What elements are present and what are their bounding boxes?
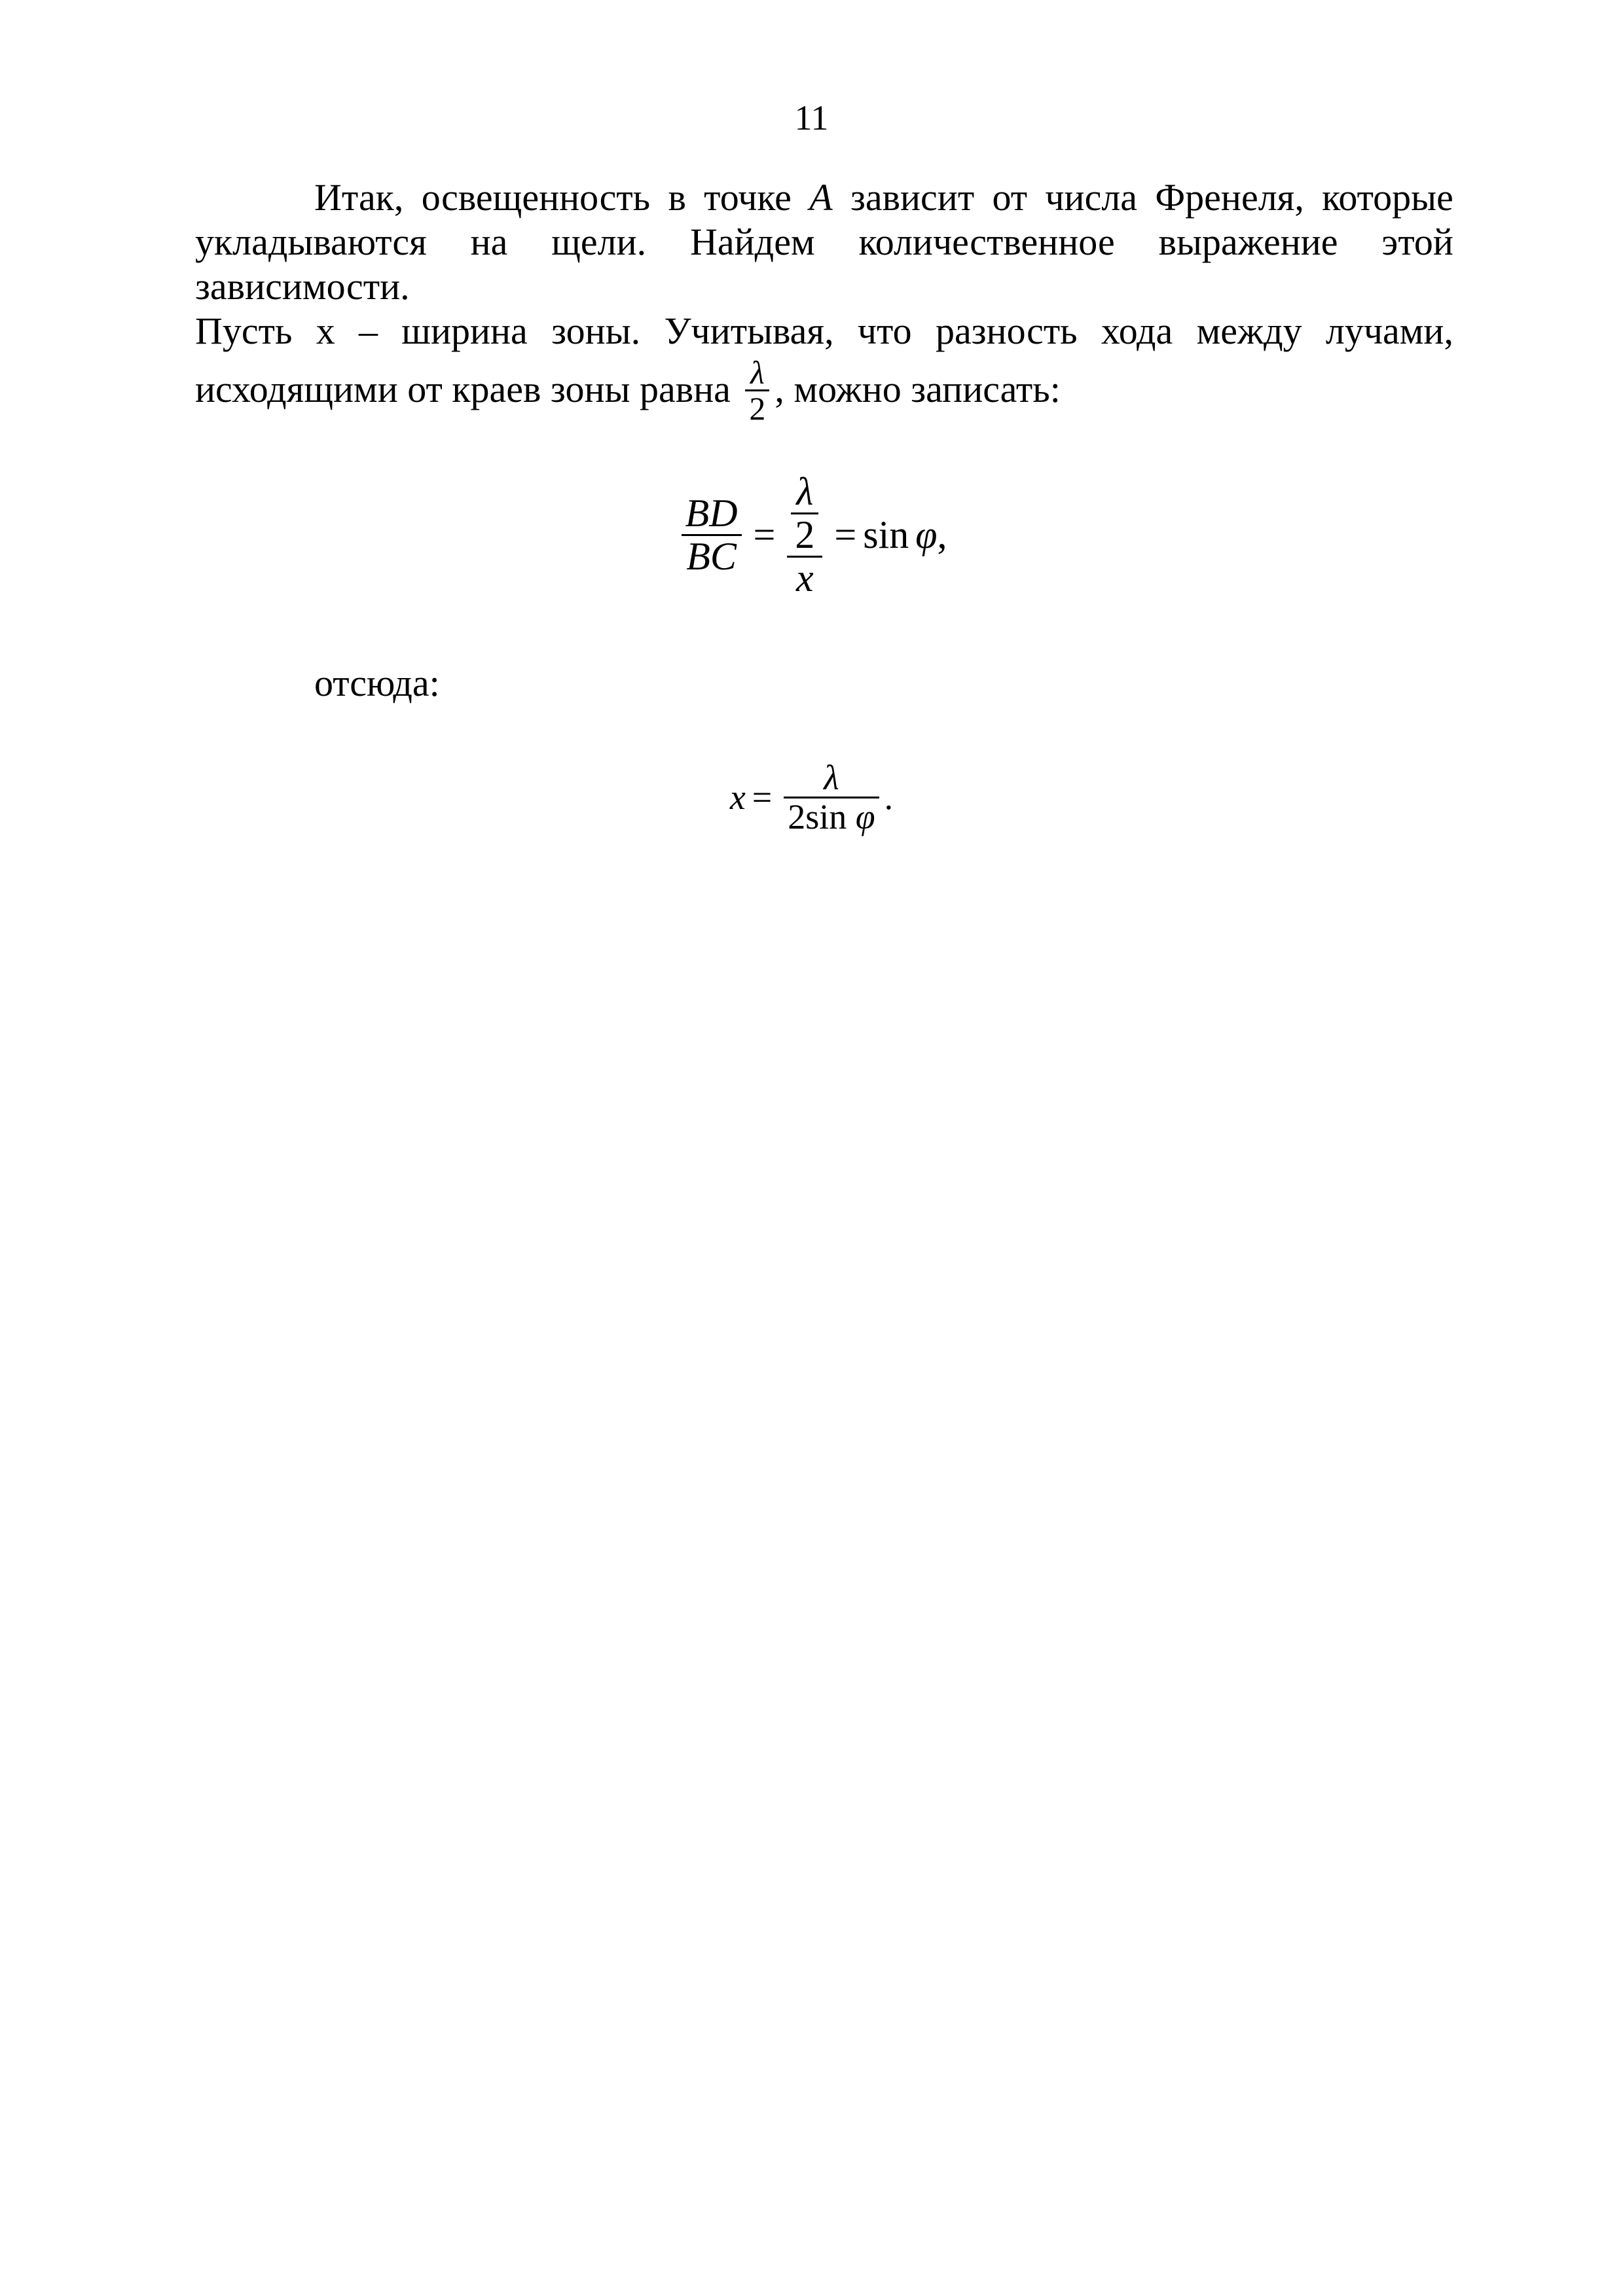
angle-phi: φ [855,797,875,836]
word: ширина [401,310,528,352]
formula-zone-width [0,759,1623,835]
word: зависит [850,176,975,219]
word: Френеля, [1155,176,1304,219]
line-text: исходящими от краев зоны равна [195,368,731,410]
line-text: , можно записать: [775,368,1061,410]
word: лучами, [1325,310,1453,352]
word: выражение [1158,221,1338,263]
word: количественное [858,221,1115,263]
word: Пусть [195,310,293,352]
fraction-denominator: x [796,556,814,600]
equals-sign: = [753,513,776,556]
word: этой [1381,221,1453,263]
paragraph-2-line-2 [195,353,1453,429]
paragraph-2-line-1 [195,309,1453,353]
conclusion-text: отсюда: [314,662,440,704]
half-lambda-fraction [745,355,769,426]
sine-function: sin [805,797,847,836]
fraction-denominator: 2 [749,390,766,427]
sine-function: sin [863,513,909,556]
word: Найдем [690,221,815,263]
equals-sign: = [834,513,857,556]
fraction-denominator: 2 [795,513,815,556]
word: хода [1101,310,1173,352]
paragraph-1-line-1 [314,175,1453,220]
word: от [992,176,1028,219]
word: освещенность [421,176,651,219]
fraction-numerator [787,471,822,556]
page-number: 11 [794,98,829,137]
word: x [316,310,335,352]
word: которые [1322,176,1453,219]
fraction-denominator: BC [686,535,737,578]
word: на [470,221,508,263]
formula-punctuation: . [884,778,894,817]
bd-bc-fraction [682,493,742,577]
fraction-denominator [784,798,879,836]
word: зоны. [551,310,641,352]
equals-sign: = [752,778,773,817]
fraction-numerator: BD [685,492,738,535]
word: что [857,310,912,352]
fraction-numerator: λ [796,470,814,513]
fraction-numerator: λ [824,758,839,797]
word: укладываются [195,221,427,263]
word: числа [1045,176,1138,219]
variable-x: x [729,778,746,817]
zone-width-fraction [784,759,879,835]
compound-fraction [787,471,822,599]
word: разность [935,310,1078,352]
word: точке [704,176,792,219]
word: Итак, [314,176,404,219]
point-label: A [809,176,833,219]
word: между [1196,310,1302,352]
formula-ratio [0,471,1623,599]
paragraph-1-line-2 [195,220,1453,264]
fraction-numerator: λ [750,353,765,391]
word: щели. [551,221,647,263]
formula-punctuation: , [937,513,947,556]
word: – [359,310,378,352]
angle-phi: φ [915,513,938,556]
coefficient: 2 [788,797,806,836]
paragraph-1-line-3: зависимости. [195,265,410,308]
word: в [668,176,686,219]
half-lambda-fraction [791,471,818,556]
word: Учитывая, [664,310,834,352]
